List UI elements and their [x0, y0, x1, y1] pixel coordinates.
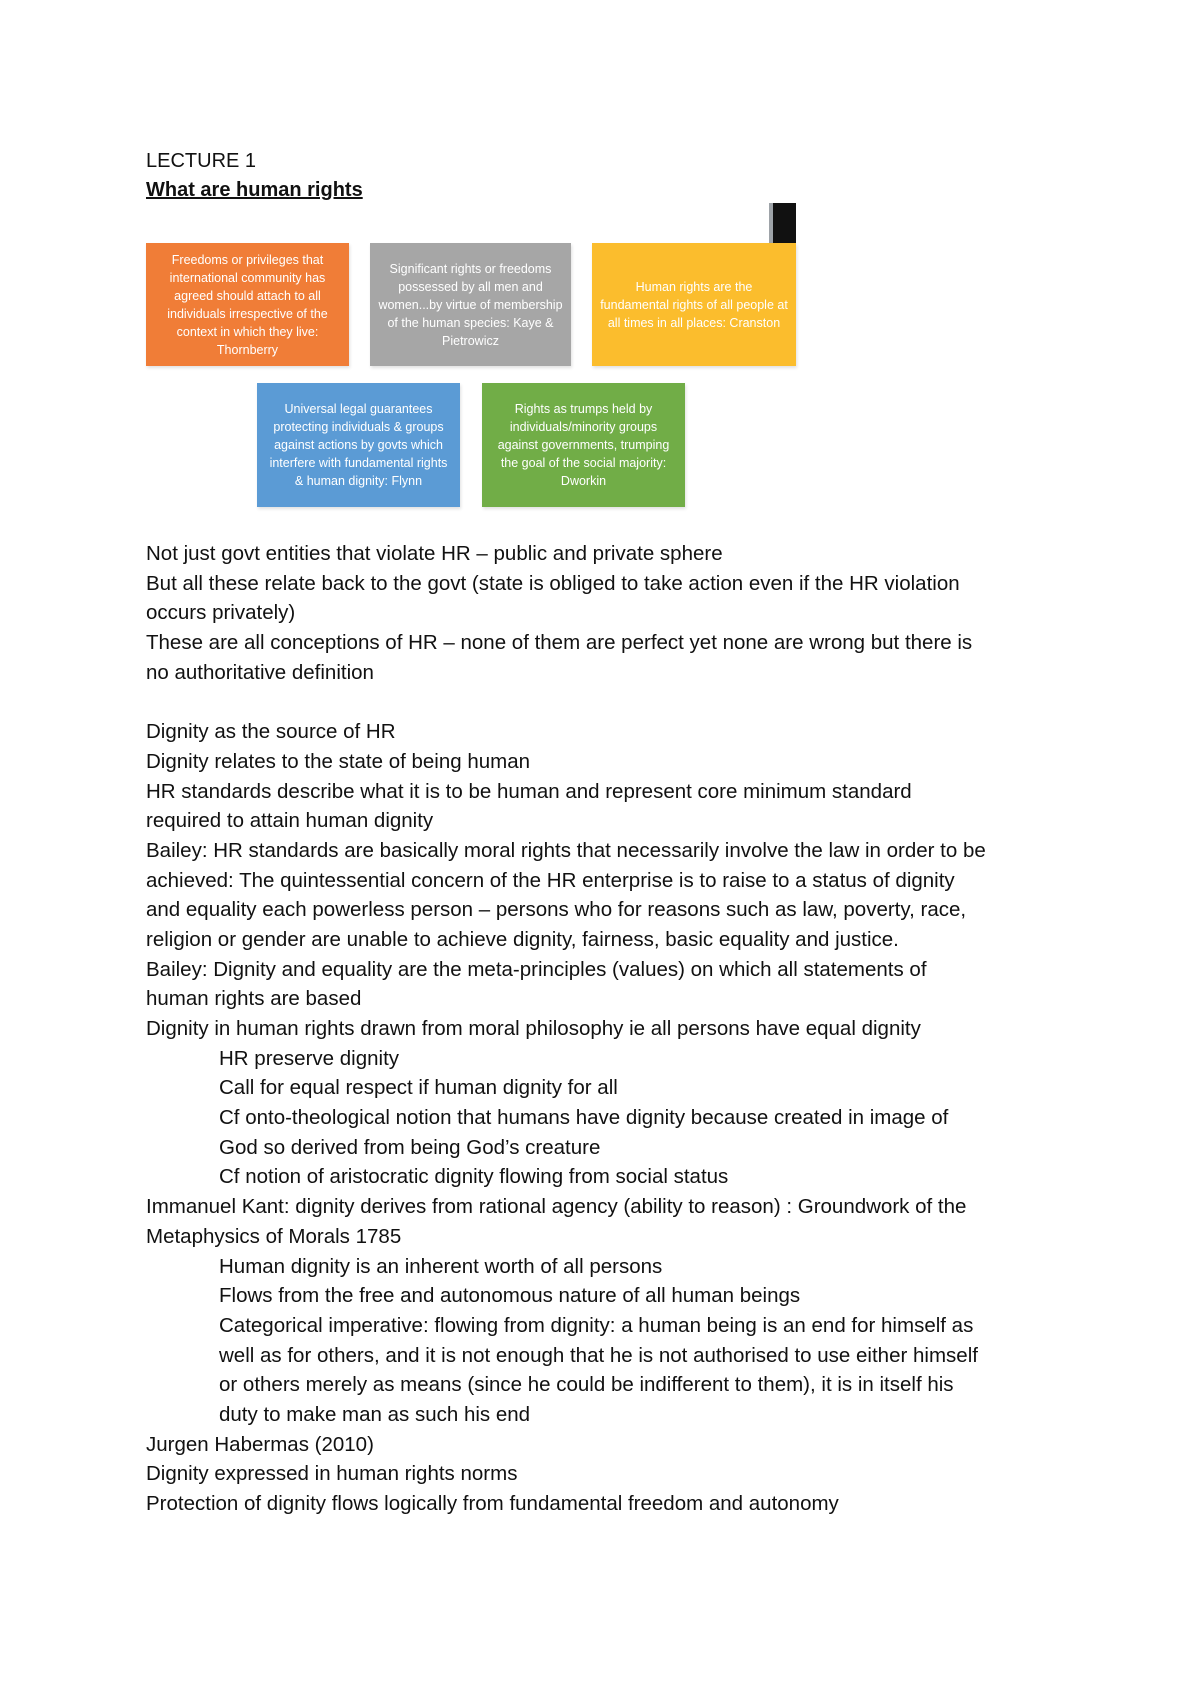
text-line: Dignity relates to the state of being human — [146, 749, 531, 773]
text-line: religion or gender are unable to achieve dignity, fairness, basic equality and justice. — [146, 927, 899, 951]
indented-line: HR preserve dignity — [219, 1046, 400, 1070]
indented-line: Categorical imperative: flowing from dignity: a human being is an end for himself as — [219, 1313, 974, 1337]
text-line: Not just govt entities that violate HR – public and private sphere — [146, 542, 723, 565]
indented-line: or others merely as means (since he could be indifferent to them), it is in itself his — [219, 1373, 954, 1397]
text-line: But all these relate back to the govt (state is obliged to take action even if the HR violation — [146, 571, 960, 595]
text-line: no authoritative definition — [146, 660, 374, 684]
text-line: Dignity as the source of HR — [146, 720, 396, 744]
indented-line: Human dignity is an inherent worth of all persons — [219, 1254, 663, 1278]
text-line: Protection of dignity flows logically from fundamental freedom and autonomy — [146, 1492, 839, 1515]
section-title: What are human rights — [146, 179, 363, 201]
text-line: achieved: The quintessential concern of the HR enterprise is to raise to a status of dignity — [146, 868, 955, 892]
text-line: Bailey: HR standards are basically moral rights that necessarily involve the law in order to be — [146, 838, 986, 862]
text-line: Bailey: Dignity and equality are the meta-principles (values) on which all statements of — [146, 957, 927, 981]
lecture-label: LECTURE 1 — [146, 150, 257, 172]
text-line: These are all conceptions of HR – none of them are perfect yet none are wrong but there is — [146, 631, 973, 655]
text-line: required to attain human dignity — [146, 809, 434, 833]
text-line: Metaphysics of Morals 1785 — [146, 1224, 402, 1248]
blank-line — [146, 687, 1076, 717]
indented-line: duty to make man as such his end — [219, 1402, 531, 1426]
indented-line: well as for others, and it is not enough that he is not authorised to use either himself — [219, 1343, 978, 1367]
indented-line: Cf notion of aristocratic dignity flowing from social status — [219, 1165, 729, 1189]
indented-line: God so derived from being God’s creature — [219, 1135, 601, 1159]
definition-box-cranston: Human rights are the fundamental rights of all people at all times in all places: Cranston — [592, 243, 796, 366]
indented-line: Call for equal respect if human dignity for all — [219, 1076, 618, 1100]
definition-box-thornberry: Freedoms or privileges that international community has agreed should attach to all individuals irrespective of the context in which they live: Thornberry — [146, 243, 349, 366]
text-line: Dignity in human rights drawn from moral philosophy ie all persons have equal dignity — [146, 1017, 921, 1040]
indented-line: Cf onto-theological notion that humans have dignity because created in image of — [219, 1106, 949, 1130]
definition-box-dworkin: Rights as trumps held by individuals/minority groups against governments, trumping the goal of the social majority: Dworkin — [482, 383, 685, 507]
text-line: and equality each powerless person – persons who for reasons such as law, poverty, race, — [146, 898, 967, 922]
definitions-diagram — [146, 203, 796, 508]
text-line: HR standards describe what it is to be human and represent core minimum standard — [146, 779, 912, 803]
text-line: Immanuel Kant: dignity derives from rational agency (ability to reason) : Groundwork of the — [146, 1195, 967, 1219]
indented-line: Flows from the free and autonomous nature of all human beings — [219, 1284, 801, 1308]
text-line: Dignity expressed in human rights norms — [146, 1462, 518, 1486]
definition-box-kaye-pietrowicz: Significant rights or freedoms possessed by all men and women...by virtue of membership of the human species: Kaye & Pietrowicz — [370, 243, 571, 366]
text-line: human rights are based — [146, 987, 362, 1011]
lecture-notes — [146, 539, 1076, 1519]
definition-box-flynn: Universal legal guarantees protecting individuals & groups against actions by govts which interfere with fundamental rights & human dignity: Flynn — [257, 383, 460, 507]
text-line: Jurgen Habermas (2010) — [146, 1432, 374, 1456]
text-line: occurs privately) — [146, 601, 296, 625]
